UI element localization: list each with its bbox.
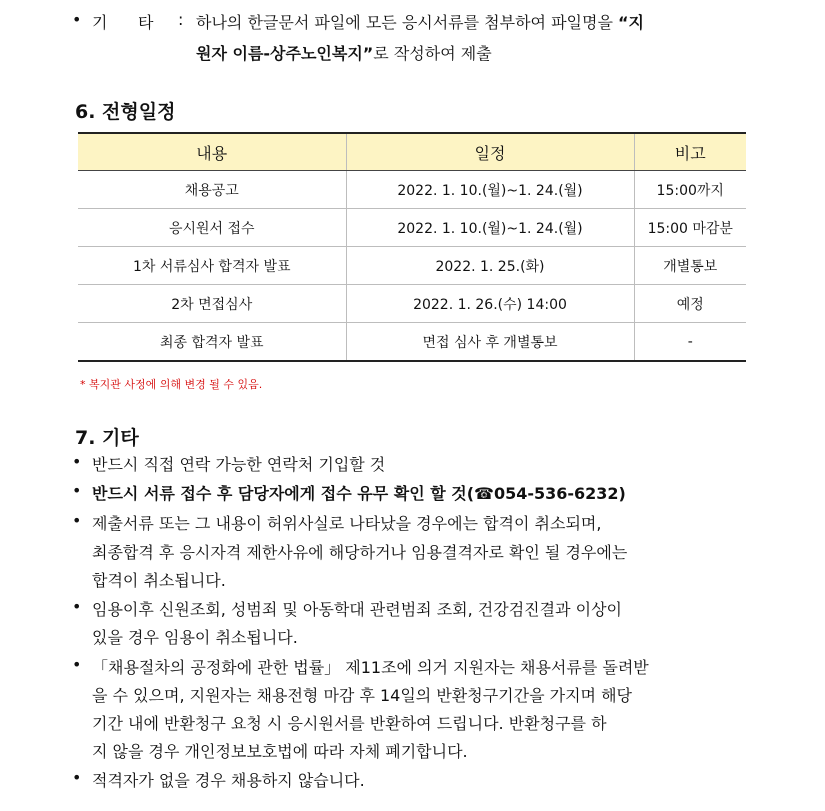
table-row xyxy=(78,247,746,285)
table-row xyxy=(78,285,746,323)
section6-title: 6. 전형일정 xyxy=(75,101,176,123)
bullet-icon: • xyxy=(72,452,82,471)
header-content: 내용 xyxy=(78,133,346,171)
etc-item-2: 반드시 서류 접수 후 담당자에게 접수 유무 확인 할 것(☎054-536-6232) xyxy=(92,484,626,503)
table-cell: 15:00까지 xyxy=(634,171,746,209)
etc-item-5-line2: 을 수 있으며, 지원자는 채용전형 마감 후 14일의 반환청구기간을 가지며 해당 xyxy=(92,686,632,705)
table-header-row xyxy=(78,133,746,171)
etc-item-5-line3: 기간 내에 반환청구 요청 시 응시원서를 반환하여 드립니다. 반환청구를 하 xyxy=(92,714,607,733)
top-item-separator: : xyxy=(178,10,184,29)
header-remarks: 비고 xyxy=(634,133,746,171)
table-cell: 2차 면접심사 xyxy=(78,285,346,323)
table-cell: 개별통보 xyxy=(634,247,746,285)
top-item-line1-bold: “지 xyxy=(618,13,644,32)
bullet-icon: • xyxy=(72,481,82,500)
etc-item-1: 반드시 직접 연락 가능한 연락처 기입할 것 xyxy=(92,455,386,474)
top-item-label: 기 타 xyxy=(92,13,154,32)
table-cell: 2022. 1. 10.(월)~1. 24.(월) xyxy=(346,171,634,209)
etc-item-3-line1: 제출서류 또는 그 내용이 허위사실로 나타났을 경우에는 합격이 취소되며, xyxy=(92,514,602,533)
top-item-line2-text: 로 작성하여 제출 xyxy=(373,44,492,63)
table-cell: 채용공고 xyxy=(78,171,346,209)
etc-item-5-line1: 「채용절차의 공정화에 관한 법률」 제11조에 의거 지원자는 채용서류를 돌려받 xyxy=(92,658,649,677)
bullet-icon: • xyxy=(72,768,82,787)
table-cell: 15:00 마감분 xyxy=(634,209,746,247)
table-cell: 예정 xyxy=(634,285,746,323)
table-cell: 최종 합격자 발표 xyxy=(78,323,346,362)
bullet-icon: • xyxy=(72,10,82,29)
top-item-line2 xyxy=(196,41,492,64)
top-item-line2-bold: 원자 이름-상주노인복지” xyxy=(196,44,374,63)
table-row xyxy=(78,209,746,247)
table-cell: - xyxy=(634,323,746,362)
top-item-line1 xyxy=(196,10,644,33)
etc-item-4-line2: 있을 경우 임용이 취소됩니다. xyxy=(92,628,298,647)
bullet-icon: • xyxy=(72,511,82,530)
schedule-note: * 복지관 사정에 의해 변경 될 수 있음. xyxy=(80,378,263,391)
etc-item-6: 적격자가 없을 경우 채용하지 않습니다. xyxy=(92,771,365,790)
schedule-table xyxy=(78,132,746,362)
top-item-line1-text: 하나의 한글문서 파일에 모든 응시서류를 첨부하여 파일명을 xyxy=(196,13,619,32)
etc-item-3-line3: 합격이 취소됩니다. xyxy=(92,571,226,590)
bullet-icon: • xyxy=(72,655,82,674)
etc-item-5-line4: 지 않을 경우 개인정보보호법에 따라 자체 폐기합니다. xyxy=(92,742,468,761)
table-cell: 2022. 1. 10.(월)~1. 24.(월) xyxy=(346,209,634,247)
header-schedule: 일정 xyxy=(346,133,634,171)
table-row xyxy=(78,171,746,209)
table-row xyxy=(78,323,746,362)
table-cell: 1차 서류심사 합격자 발표 xyxy=(78,247,346,285)
etc-item-3-line2: 최종합격 후 응시자격 제한사유에 해당하거나 임용결격자로 확인 될 경우에는 xyxy=(92,543,628,562)
table-cell: 2022. 1. 26.(수) 14:00 xyxy=(346,285,634,323)
table-cell: 면접 심사 후 개별통보 xyxy=(346,323,634,362)
table-cell: 응시원서 접수 xyxy=(78,209,346,247)
bullet-icon: • xyxy=(72,597,82,616)
table-cell: 2022. 1. 25.(화) xyxy=(346,247,634,285)
section7-title: 7. 기타 xyxy=(75,427,139,449)
etc-item-4-line1: 임용이후 신원조회, 성범죄 및 아동학대 관련범죄 조회, 건강검진결과 이상이 xyxy=(92,600,622,619)
